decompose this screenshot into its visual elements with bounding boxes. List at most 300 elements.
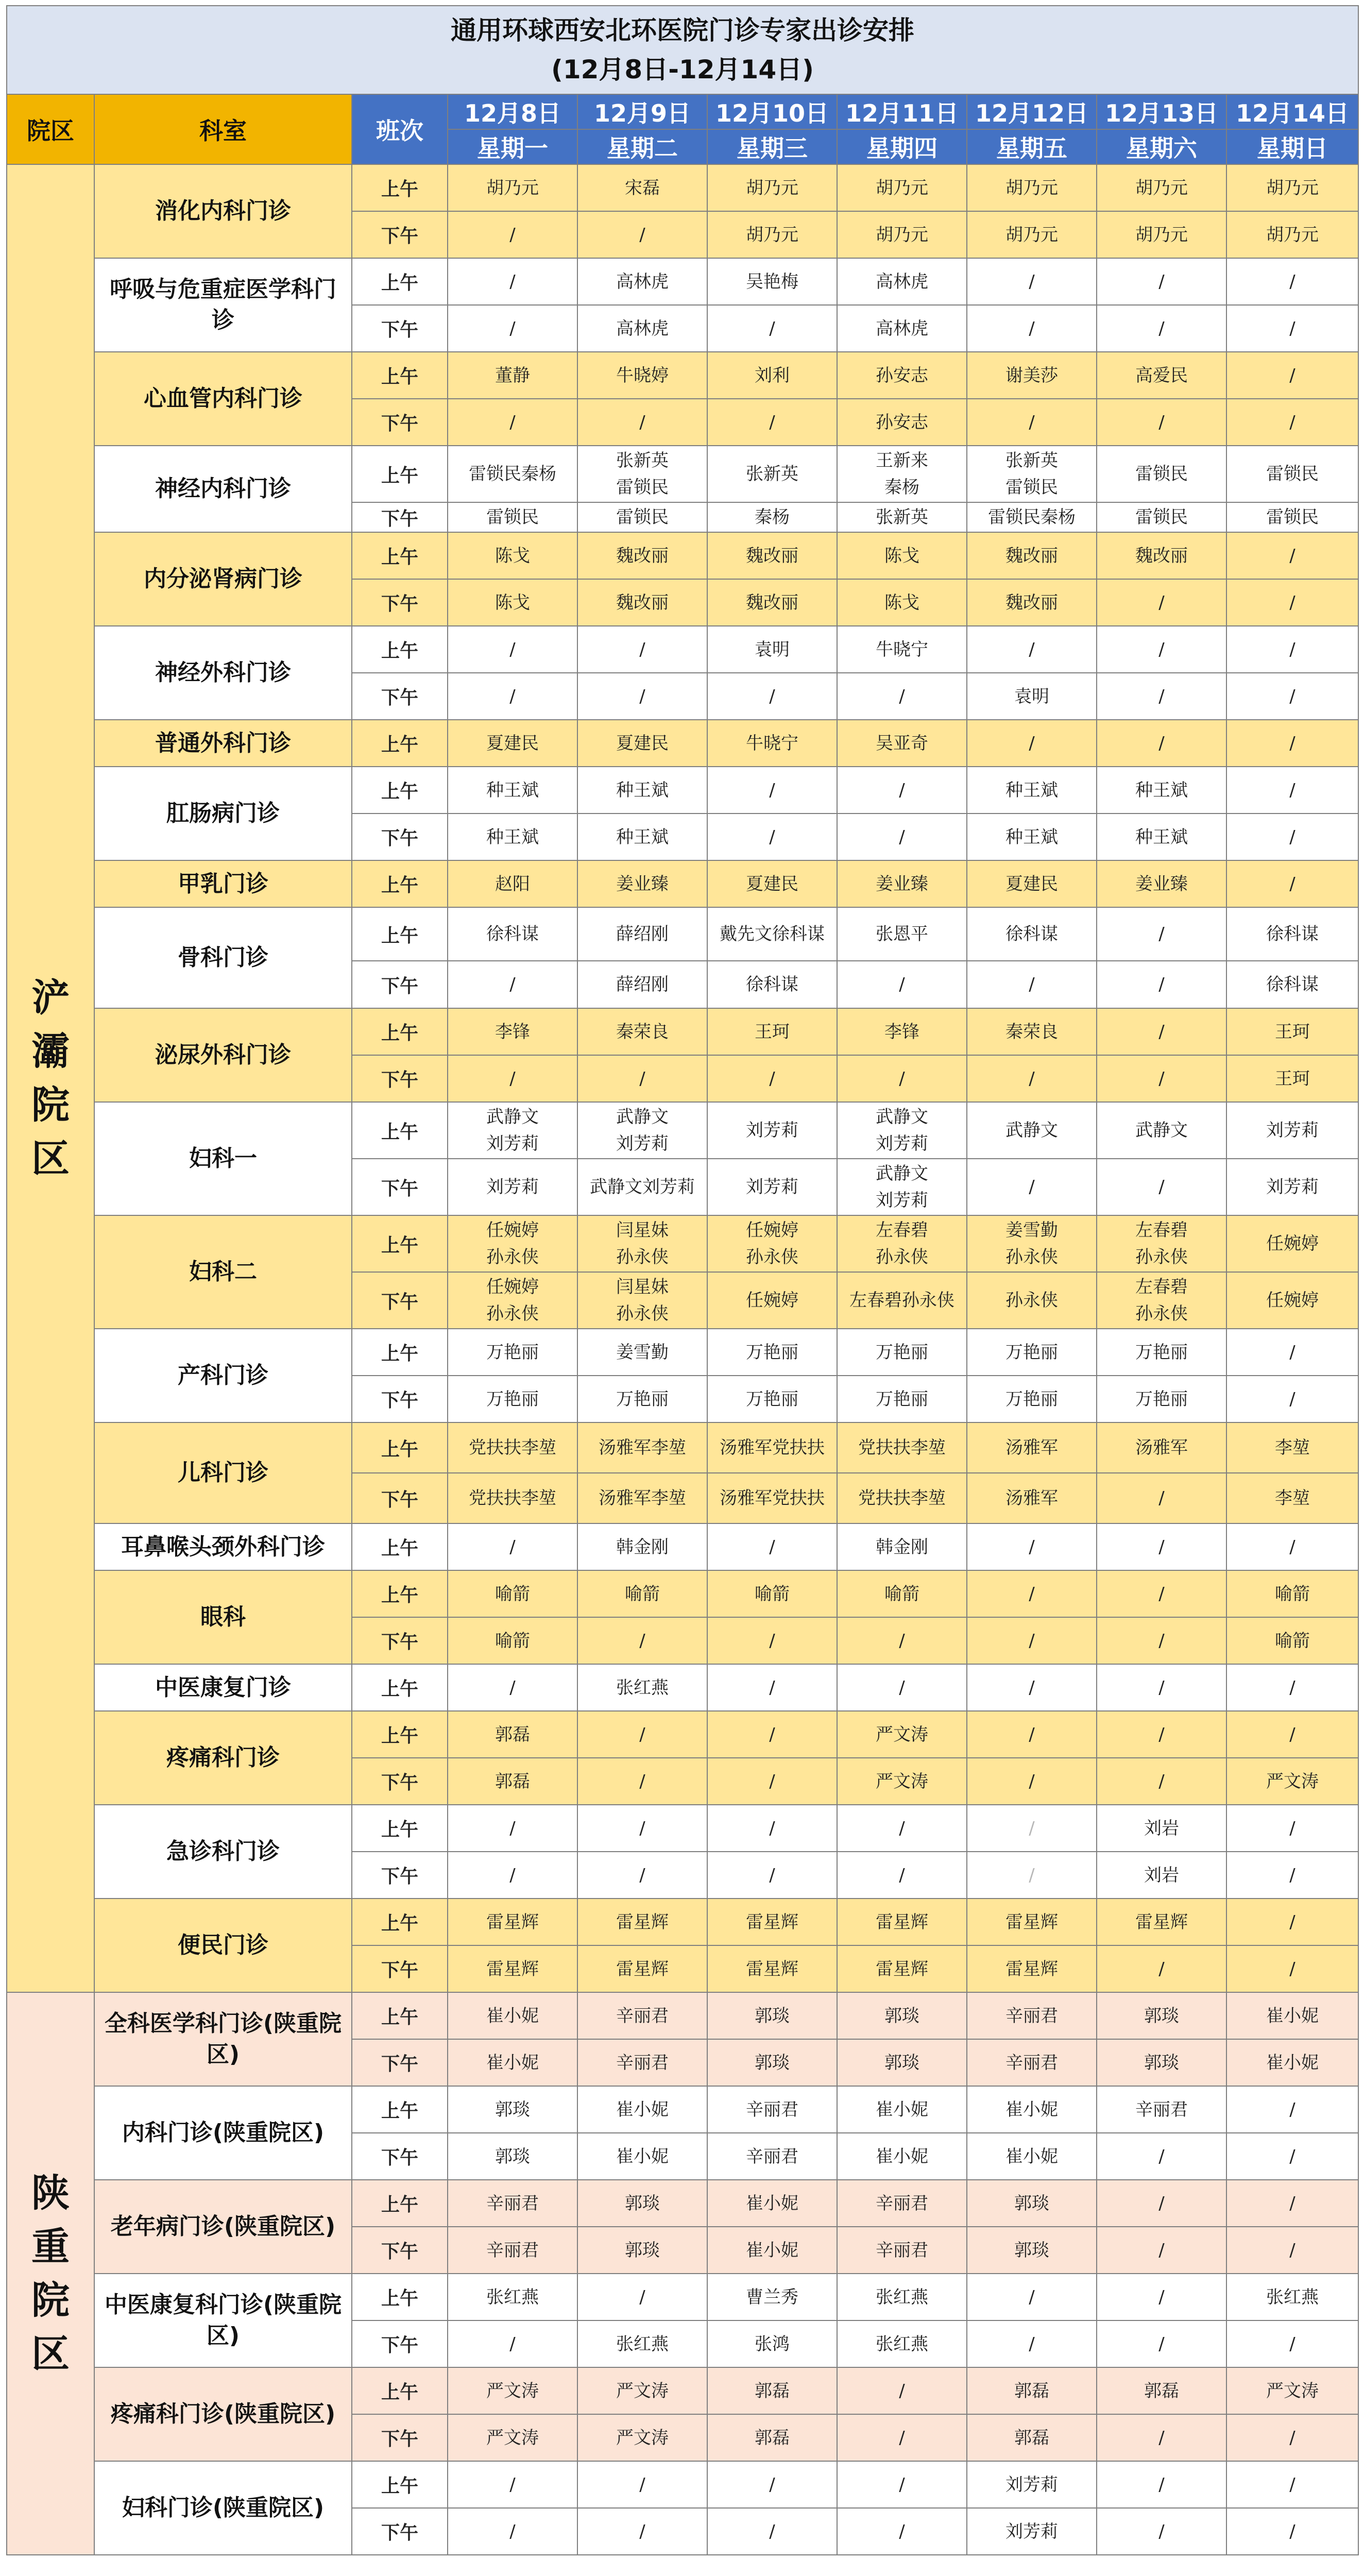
schedule-cell: 胡乃元: [837, 164, 967, 211]
schedule-cell: 陈戈: [837, 579, 967, 626]
campus-name: 浐 灞 院 区: [7, 164, 94, 1992]
schedule-cell: /: [1097, 2414, 1226, 2461]
shift-label: 下午: [352, 2508, 448, 2555]
schedule-cell: 雷锁民: [1097, 502, 1226, 532]
schedule-cell: /: [1097, 673, 1226, 720]
schedule-cell: 严文涛: [837, 1758, 967, 1805]
schedule-cell: 雷锁民秦杨: [448, 446, 577, 502]
schedule-cell: 袁明: [707, 626, 837, 673]
shift-label: 下午: [352, 1272, 448, 1329]
schedule-cell: /: [967, 1852, 1097, 1899]
schedule-cell: 万艳丽: [577, 1376, 707, 1422]
schedule-cell: 雷锁民: [577, 502, 707, 532]
schedule-cell: /: [967, 1711, 1097, 1758]
schedule-cell: /: [448, 258, 577, 305]
schedule-cell: 戴先文徐科谋: [707, 907, 837, 961]
schedule-cell: 郭琰: [577, 2180, 707, 2227]
shift-label: 上午: [352, 258, 448, 305]
schedule-cell: /: [1097, 1008, 1226, 1055]
shift-label: 下午: [352, 1473, 448, 1523]
schedule-cell: 雷锁民: [1226, 502, 1358, 532]
schedule-cell: /: [1226, 1376, 1358, 1422]
schedule-cell: 刘芳莉: [707, 1159, 837, 1215]
schedule-cell: 张新英 雷锁民: [967, 446, 1097, 502]
schedule-cell: 李堃: [1226, 1473, 1358, 1523]
schedule-cell: /: [1226, 720, 1358, 767]
schedule-cell: /: [1097, 720, 1226, 767]
schedule-cell: /: [707, 1664, 837, 1711]
schedule-cell: /: [1097, 579, 1226, 626]
department-name: 普通外科门诊: [94, 720, 352, 767]
schedule-cell: 严文涛: [1226, 1758, 1358, 1805]
schedule-cell: /: [1226, 860, 1358, 907]
schedule-cell: /: [1097, 2133, 1226, 2180]
schedule-cell: 辛丽君: [707, 2086, 837, 2133]
shift-label: 下午: [352, 399, 448, 446]
shift-label: 上午: [352, 1899, 448, 1945]
schedule-cell: 张红燕: [837, 2274, 967, 2320]
schedule-cell: 喻箭: [707, 1570, 837, 1617]
schedule-cell: 牛晓婷: [577, 352, 707, 399]
schedule-cell: 郭琰: [448, 2133, 577, 2180]
header-date: 12月9日: [577, 94, 707, 129]
shift-label: 上午: [352, 1329, 448, 1376]
shift-label: 下午: [352, 1617, 448, 1664]
schedule-cell: 夏建民: [967, 860, 1097, 907]
schedule-cell: /: [707, 767, 837, 814]
schedule-cell: /: [967, 626, 1097, 673]
schedule-cell: /: [1097, 1664, 1226, 1711]
schedule-cell: /: [448, 2508, 577, 2555]
shift-label: 下午: [352, 673, 448, 720]
department-name: 妇科一: [94, 1102, 352, 1215]
schedule-cell: 张新英: [837, 502, 967, 532]
schedule-cell: 雷星辉: [967, 1899, 1097, 1945]
schedule-cell: 谢美莎: [967, 352, 1097, 399]
header-date: 12月10日: [707, 94, 837, 129]
schedule-cell: /: [1226, 2133, 1358, 2180]
schedule-cell: 雷锁民: [1226, 446, 1358, 502]
schedule-cell: 汤雅军李堃: [577, 1473, 707, 1523]
schedule-cell: 夏建民: [707, 860, 837, 907]
schedule-cell: /: [1226, 626, 1358, 673]
schedule-cell: 张红燕: [1226, 2274, 1358, 2320]
schedule-cell: /: [577, 2508, 707, 2555]
schedule-cell: /: [577, 211, 707, 258]
schedule-cell: 高林虎: [577, 258, 707, 305]
schedule-cell: 吴亚奇: [837, 720, 967, 767]
schedule-cell: /: [707, 1805, 837, 1852]
schedule-cell: /: [837, 767, 967, 814]
schedule-cell: 雷锁民秦杨: [967, 502, 1097, 532]
schedule-cell: /: [1097, 2180, 1226, 2227]
schedule-cell: 种王斌: [448, 814, 577, 860]
schedule-cell: /: [707, 673, 837, 720]
header-date: 12月13日: [1097, 94, 1226, 129]
schedule-cell: 辛丽君: [837, 2180, 967, 2227]
schedule-cell: 崔小妮: [707, 2180, 837, 2227]
schedule-cell: 辛丽君: [967, 2039, 1097, 2086]
schedule-cell: /: [837, 1617, 967, 1664]
table-row: [7, 767, 1358, 814]
schedule-cell: /: [967, 1617, 1097, 1664]
table-row: [7, 164, 1358, 211]
schedule-cell: 张新英 雷锁民: [577, 446, 707, 502]
schedule-cell: /: [448, 2320, 577, 2367]
schedule-cell: 党扶扶李堃: [837, 1422, 967, 1473]
schedule-cell: 崔小妮: [577, 2133, 707, 2180]
schedule-cell: /: [967, 2320, 1097, 2367]
department-name: 产科门诊: [94, 1329, 352, 1422]
schedule-cell: 王珂: [1226, 1055, 1358, 1102]
schedule-cell: /: [448, 211, 577, 258]
header-date: 12月11日: [837, 94, 967, 129]
shift-label: 下午: [352, 1376, 448, 1422]
schedule-cell: 陈戈: [837, 532, 967, 579]
schedule-cell: 刘芳莉: [1226, 1102, 1358, 1159]
schedule-cell: /: [448, 1523, 577, 1570]
schedule-cell: 胡乃元: [707, 211, 837, 258]
schedule-cell: 万艳丽: [837, 1376, 967, 1422]
schedule-cell: /: [1226, 2508, 1358, 2555]
schedule-cell: 郭琰: [837, 1992, 967, 2039]
schedule-cell: 魏改丽: [707, 532, 837, 579]
schedule-cell: 薛绍刚: [577, 907, 707, 961]
header-day: 星期日: [1226, 129, 1358, 164]
page-title: [7, 6, 1358, 94]
schedule-cell: /: [1226, 814, 1358, 860]
schedule-cell: 种王斌: [577, 814, 707, 860]
schedule-cell: /: [837, 1805, 967, 1852]
schedule-cell: 李锋: [448, 1008, 577, 1055]
shift-label: 上午: [352, 1664, 448, 1711]
shift-label: 下午: [352, 2227, 448, 2274]
schedule-cell: 郭琰: [707, 1992, 837, 2039]
title-line-2: (12月8日-12月14日): [551, 55, 814, 84]
schedule-cell: 左春碧孙永侠: [837, 1272, 967, 1329]
shift-label: 上午: [352, 2461, 448, 2508]
table-row: [7, 1422, 1358, 1473]
schedule-cell: 汤雅军: [967, 1473, 1097, 1523]
schedule-cell: 种王斌: [1097, 767, 1226, 814]
schedule-cell: 徐科谋: [1226, 961, 1358, 1008]
schedule-cell: 崔小妮: [707, 2227, 837, 2274]
schedule-cell: /: [1226, 2461, 1358, 2508]
schedule-cell: 刘岩: [1097, 1852, 1226, 1899]
department-name: 儿科门诊: [94, 1422, 352, 1523]
schedule-cell: 张新英: [707, 446, 837, 502]
schedule-cell: /: [1097, 1473, 1226, 1523]
schedule-cell: /: [448, 1852, 577, 1899]
schedule-cell: /: [967, 399, 1097, 446]
department-name: 心血管内科门诊: [94, 352, 352, 446]
shift-label: 上午: [352, 907, 448, 961]
schedule-cell: 张红燕: [837, 2320, 967, 2367]
schedule-cell: /: [1097, 1055, 1226, 1102]
schedule-cell: 喻箭: [1226, 1570, 1358, 1617]
schedule-cell: 刘芳莉: [967, 2508, 1097, 2555]
schedule-cell: 任婉婷: [1226, 1272, 1358, 1329]
schedule-cell: /: [1226, 2320, 1358, 2367]
schedule-cell: /: [1226, 2414, 1358, 2461]
schedule-cell: /: [1226, 767, 1358, 814]
table-row: [7, 2367, 1358, 2414]
schedule-cell: /: [967, 961, 1097, 1008]
schedule-cell: /: [1097, 1758, 1226, 1805]
schedule-cell: 刘岩: [1097, 1805, 1226, 1852]
schedule-cell: 武静文 刘芳莉: [837, 1102, 967, 1159]
schedule-cell: 张恩平: [837, 907, 967, 961]
schedule-cell: 任婉婷: [707, 1272, 837, 1329]
table-row: [7, 2180, 1358, 2227]
schedule-cell: 陈戈: [448, 532, 577, 579]
schedule-cell: /: [1097, 1523, 1226, 1570]
schedule-cell: 严文涛: [577, 2414, 707, 2461]
schedule-cell: 徐科谋: [448, 907, 577, 961]
department-name: 骨科门诊: [94, 907, 352, 1008]
schedule-cell: 徐科谋: [707, 961, 837, 1008]
header-campus: 院区: [7, 94, 94, 164]
shift-label: 上午: [352, 1102, 448, 1159]
schedule-cell: 郭磊: [967, 2414, 1097, 2461]
schedule-cell: /: [577, 399, 707, 446]
table-row: [7, 258, 1358, 305]
schedule-cell: 闫星妹 孙永侠: [577, 1272, 707, 1329]
schedule-cell: 刘芳莉: [707, 1102, 837, 1159]
schedule-cell: /: [448, 1055, 577, 1102]
schedule-cell: /: [448, 305, 577, 352]
schedule-cell: 雷星辉: [448, 1945, 577, 1992]
schedule-cell: 韩金刚: [577, 1523, 707, 1570]
shift-label: 上午: [352, 1570, 448, 1617]
shift-label: 上午: [352, 720, 448, 767]
schedule-cell: 辛丽君: [837, 2227, 967, 2274]
schedule-cell: 严文涛: [448, 2367, 577, 2414]
schedule-cell: 种王斌: [1097, 814, 1226, 860]
schedule-cell: /: [837, 2461, 967, 2508]
table-row: [7, 446, 1358, 502]
schedule-cell: 郭琰: [967, 2227, 1097, 2274]
shift-label: 上午: [352, 1992, 448, 2039]
shift-label: 下午: [352, 2320, 448, 2367]
department-name: 疼痛科门诊: [94, 1711, 352, 1805]
schedule-cell: 武静文 刘芳莉: [448, 1102, 577, 1159]
schedule-cell: /: [707, 1852, 837, 1899]
shift-label: 上午: [352, 1008, 448, 1055]
department-name: 甲乳门诊: [94, 860, 352, 907]
shift-label: 上午: [352, 2367, 448, 2414]
shift-label: 下午: [352, 814, 448, 860]
department-name: 急诊科门诊: [94, 1805, 352, 1899]
schedule-cell: 张鸿: [707, 2320, 837, 2367]
department-name: 泌尿外科门诊: [94, 1008, 352, 1102]
schedule-cell: /: [967, 1664, 1097, 1711]
schedule-cell: 武静文刘芳莉: [577, 1159, 707, 1215]
schedule-cell: /: [837, 1664, 967, 1711]
schedule-cell: /: [707, 814, 837, 860]
schedule-cell: /: [837, 673, 967, 720]
schedule-cell: 董静: [448, 352, 577, 399]
schedule-cell: /: [837, 2414, 967, 2461]
shift-label: 下午: [352, 1852, 448, 1899]
department-name: 神经内科门诊: [94, 446, 352, 532]
schedule-cell: /: [967, 1570, 1097, 1617]
department-name: 消化内科门诊: [94, 164, 352, 258]
schedule-cell: 辛丽君: [577, 1992, 707, 2039]
schedule-cell: 崔小妮: [1226, 2039, 1358, 2086]
table-row: [7, 626, 1358, 673]
schedule-cell: 刘芳莉: [448, 1159, 577, 1215]
schedule-cell: 万艳丽: [707, 1329, 837, 1376]
shift-label: 上午: [352, 1805, 448, 1852]
schedule-cell: 胡乃元: [837, 211, 967, 258]
schedule-cell: 胡乃元: [1226, 164, 1358, 211]
schedule-cell: 雷星辉: [707, 1899, 837, 1945]
schedule-cell: 李堃: [1226, 1422, 1358, 1473]
schedule-cell: 秦杨: [707, 502, 837, 532]
shift-label: 上午: [352, 2180, 448, 2227]
schedule-cell: 喻箭: [448, 1617, 577, 1664]
shift-label: 下午: [352, 579, 448, 626]
schedule-cell: 万艳丽: [967, 1376, 1097, 1422]
schedule-cell: 党扶扶李堃: [448, 1422, 577, 1473]
schedule-cell: /: [577, 1055, 707, 1102]
department-name: 全科医学科门诊(陕重院区): [94, 1992, 352, 2086]
schedule-cell: 姜业臻: [837, 860, 967, 907]
schedule-cell: 魏改丽: [1097, 532, 1226, 579]
table-row: [7, 2086, 1358, 2133]
schedule-cell: 辛丽君: [448, 2180, 577, 2227]
department-name: 呼吸与危重症医学科门诊: [94, 258, 352, 352]
schedule-cell: 辛丽君: [1097, 2086, 1226, 2133]
shift-label: 上午: [352, 164, 448, 211]
schedule-cell: 刘芳莉: [1226, 1159, 1358, 1215]
schedule-cell: 刘芳莉: [967, 2461, 1097, 2508]
schedule-cell: /: [837, 1055, 967, 1102]
schedule-cell: 孙安志: [837, 352, 967, 399]
schedule-cell: /: [1097, 907, 1226, 961]
shift-label: 上午: [352, 2086, 448, 2133]
schedule-cell: 高林虎: [837, 258, 967, 305]
schedule-cell: /: [1226, 1899, 1358, 1945]
schedule-cell: 胡乃元: [707, 164, 837, 211]
schedule-cell: 魏改丽: [967, 579, 1097, 626]
schedule-cell: /: [967, 1523, 1097, 1570]
title-line-1: 通用环球西安北环医院门诊专家出诊安排: [451, 15, 914, 45]
schedule-cell: /: [967, 1758, 1097, 1805]
schedule-cell: /: [577, 2274, 707, 2320]
schedule-cell: 武静文 刘芳莉: [577, 1102, 707, 1159]
schedule-cell: /: [707, 2508, 837, 2555]
schedule-cell: 郭磊: [707, 2367, 837, 2414]
schedule-cell: /: [577, 1711, 707, 1758]
shift-label: 下午: [352, 1758, 448, 1805]
schedule-cell: /: [1097, 626, 1226, 673]
department-name: 内分泌肾病门诊: [94, 532, 352, 626]
schedule-cell: 种王斌: [577, 767, 707, 814]
schedule-cell: 郭琰: [837, 2039, 967, 2086]
schedule-cell: 姜雪勤: [577, 1329, 707, 1376]
shift-label: 下午: [352, 1159, 448, 1215]
schedule-cell: 武静文: [1097, 1102, 1226, 1159]
schedule-cell: 左春碧 孙永侠: [1097, 1215, 1226, 1272]
schedule-cell: /: [1097, 1711, 1226, 1758]
schedule-cell: 崔小妮: [448, 1992, 577, 2039]
schedule-cell: /: [707, 1758, 837, 1805]
header-day: 星期一: [448, 129, 577, 164]
department-name: 中医康复门诊: [94, 1664, 352, 1711]
schedule-cell: /: [577, 1852, 707, 1899]
shift-label: 上午: [352, 1422, 448, 1473]
header-date: 12月14日: [1226, 94, 1358, 129]
schedule-cell: /: [448, 626, 577, 673]
schedule-cell: /: [1226, 352, 1358, 399]
schedule-cell: 郭磊: [967, 2367, 1097, 2414]
schedule-cell: /: [448, 673, 577, 720]
schedule-cell: 胡乃元: [967, 211, 1097, 258]
schedule-cell: 汤雅军: [1097, 1422, 1226, 1473]
schedule-cell: /: [1097, 1159, 1226, 1215]
schedule-cell: 姜业臻: [577, 860, 707, 907]
schedule-cell: /: [448, 1664, 577, 1711]
schedule-cell: 万艳丽: [1097, 1329, 1226, 1376]
schedule-cell: 崔小妮: [448, 2039, 577, 2086]
table-row: [7, 1711, 1358, 1758]
schedule-cell: 辛丽君: [448, 2227, 577, 2274]
schedule-cell: 雷星辉: [837, 1945, 967, 1992]
schedule-cell: 赵阳: [448, 860, 577, 907]
schedule-cell: 雷锁民: [448, 502, 577, 532]
schedule-cell: 高林虎: [837, 305, 967, 352]
table-row: [7, 860, 1358, 907]
schedule-cell: 武静文 刘芳莉: [837, 1159, 967, 1215]
schedule-cell: 任婉婷 孙永侠: [448, 1215, 577, 1272]
schedule-cell: 郭琰: [1097, 2039, 1226, 2086]
schedule-cell: 雷星辉: [577, 1945, 707, 1992]
schedule-cell: /: [1226, 1852, 1358, 1899]
schedule-cell: 汤雅军: [967, 1422, 1097, 1473]
schedule-cell: 喻箭: [448, 1570, 577, 1617]
schedule-cell: /: [967, 2274, 1097, 2320]
schedule-cell: 陈戈: [448, 579, 577, 626]
schedule-cell: 严文涛: [577, 2367, 707, 2414]
schedule-cell: 魏改丽: [707, 579, 837, 626]
schedule-cell: /: [448, 1805, 577, 1852]
schedule-cell: 高爱民: [1097, 352, 1226, 399]
schedule-cell: 郭琰: [448, 2086, 577, 2133]
header-day: 星期二: [577, 129, 707, 164]
department-name: 妇科门诊(陕重院区): [94, 2461, 352, 2555]
header-day: 星期四: [837, 129, 967, 164]
shift-label: 下午: [352, 961, 448, 1008]
shift-label: 下午: [352, 2414, 448, 2461]
schedule-cell: 孙永侠: [967, 1272, 1097, 1329]
schedule-cell: /: [1226, 2086, 1358, 2133]
schedule-cell: /: [967, 1805, 1097, 1852]
schedule-cell: /: [837, 1852, 967, 1899]
shift-label: 上午: [352, 1215, 448, 1272]
schedule-cell: 姜业臻: [1097, 860, 1226, 907]
table-row: [7, 352, 1358, 399]
shift-label: 上午: [352, 767, 448, 814]
schedule-cell: 秦荣良: [967, 1008, 1097, 1055]
schedule-cell: 徐科谋: [967, 907, 1097, 961]
schedule-cell: /: [1097, 1570, 1226, 1617]
schedule-cell: /: [707, 1617, 837, 1664]
schedule-cell: 吴艳梅: [707, 258, 837, 305]
shift-label: 下午: [352, 305, 448, 352]
schedule-cell: 徐科谋: [1226, 907, 1358, 961]
